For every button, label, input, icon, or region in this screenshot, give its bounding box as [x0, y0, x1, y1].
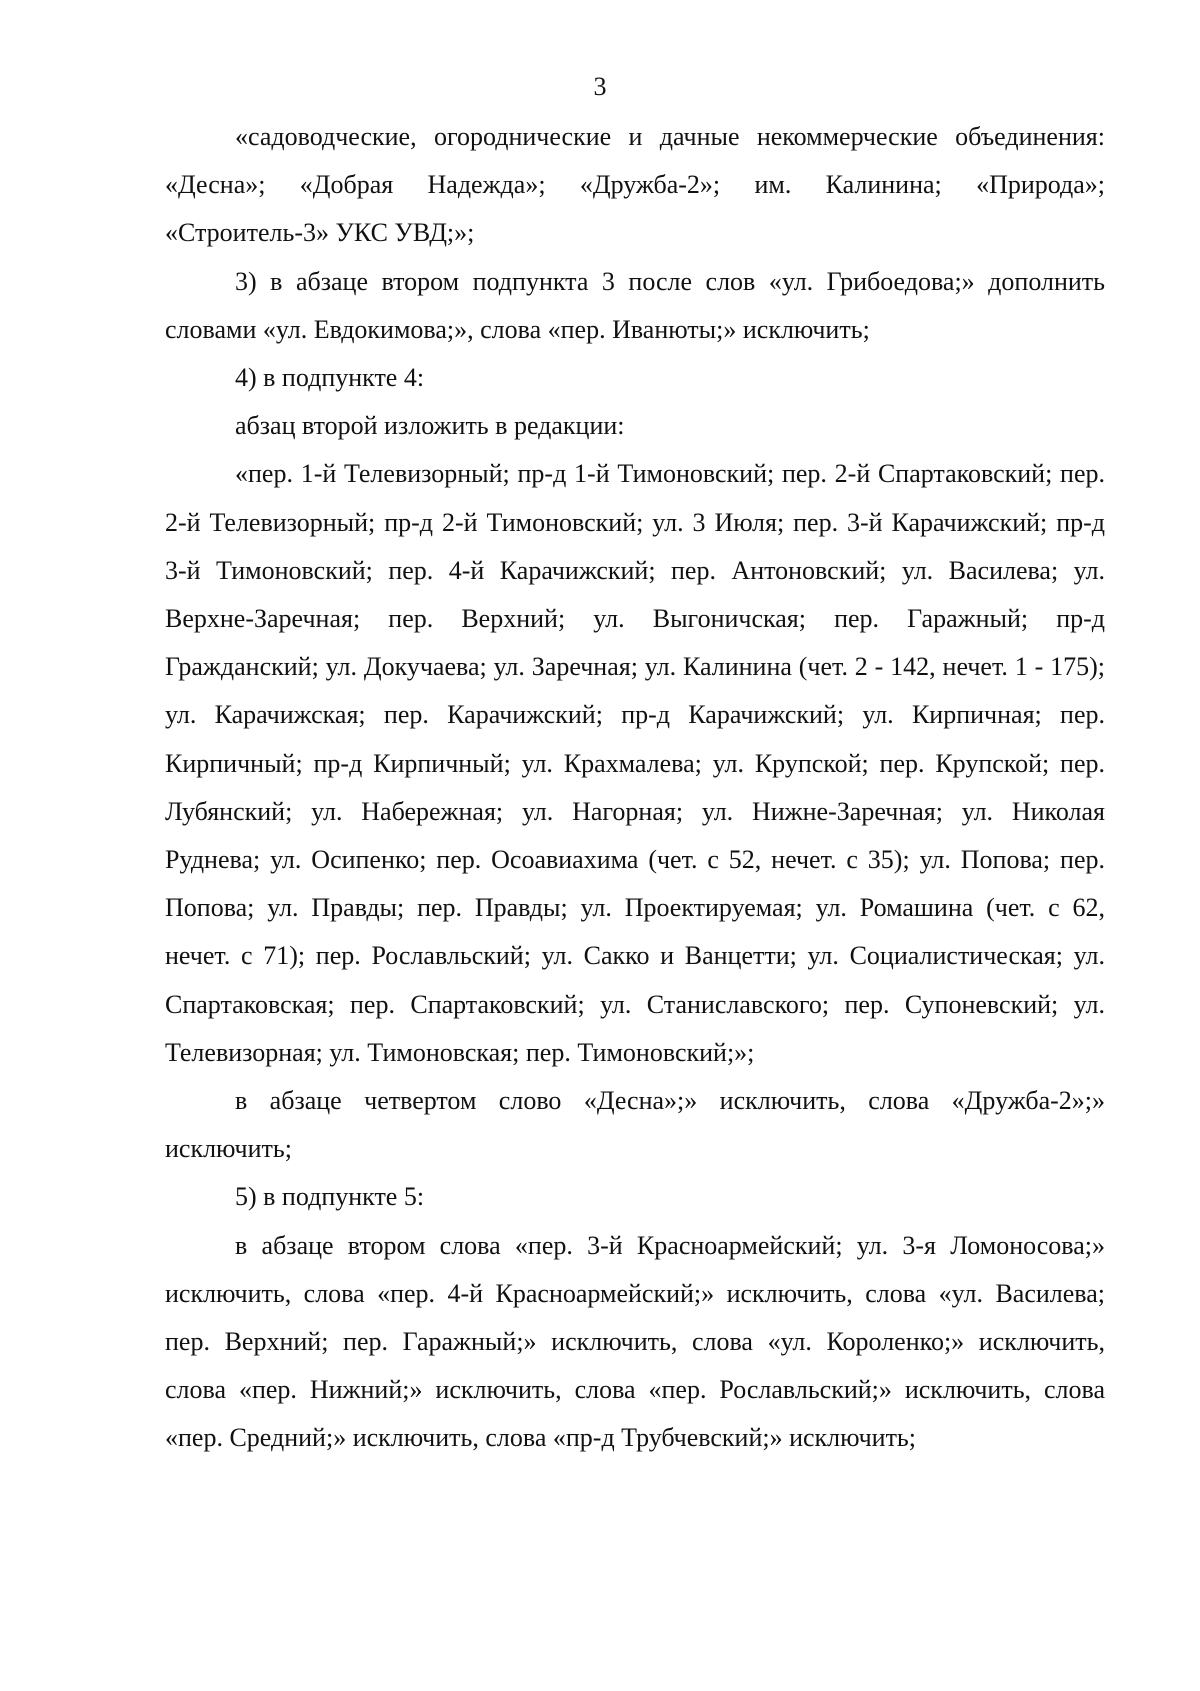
paragraph-gardening-associations: «садоводческие, огороднические и дачные некоммерческие объединения: «Десна»; «Добрая Надежда»; «Дружба-2»; им. Калинина; «Природа»; «Строитель-3» УКС УВД;»; [165, 122, 1105, 248]
paragraph-subitem-4-heading: 4) в подпункте 4: [235, 363, 425, 393]
paragraph-fourth-abzac: в абзаце четвертом слово «Десна»;» исключить, слова «Дружба-2»;» исключить; [165, 1086, 1105, 1164]
page-number: 3 [593, 72, 607, 101]
paragraph-subitem-5-heading: 5) в подпункте 5: [235, 1182, 425, 1212]
paragraph-subitem-5-exclusions: в абзаце втором слова «пер. 3-й Красноармейский; ул. 3-я Ломоносова;» исключить, слова «пер. 4-й Красноармейский;» исключить, слова «ул. Василева; пер. Верхний; пер. Гаражный;» исключить, слова «ул. Короленко;» исключить, слова «пер. Нижний;» исключить, слова «пер. Рославльский;» исключить, слова «пер. Средний;» исключить, слова «пр-д Трубчевский;» исключить; [165, 1230, 1105, 1453]
paragraph-edition-intro: абзац второй изложить в редакции: [235, 411, 625, 441]
paragraph-street-list: «пер. 1-й Телевизорный; пр-д 1-й Тимоновский; пер. 2-й Спартаковский; пер. 2-й Телевизорный; пр-д 2-й Тимоновский; ул. 3 Июля; пер. 3-й Карачижский; пр-д 3-й Тимоновский; пер. 4-й Карачижский; пер. Антоновский; ул. Василева; ул. Верхне-Заречная; пер. Верхний; ул. Выгоничская; пер. Гаражный; пр-д Гражданский; ул. Докучаева; ул. Заречная; ул. Калинина (чет. 2 - 142, нечет. 1 - 175); ул. Карачижская; пер. Карачижский; пр-д Карачижский; ул. Кирпичная; пер. Кирпичный; пр-д Кирпичный; ул. Крахмалева; ул. Крупской; пер. Крупской; пер. Лубянский; ул. Набережная; ул. Нагорная; ул. Нижне-Заречная; ул. Николая Руднева; ул. Осипенко; пер. Осоавиахима (чет. с 52, нечет. с 35); ул. Попова; пер. Попова; ул. Правды; пер. Правды; ул. Проектируемая; ул. Ромашина (чет. с 62, нечет. с 71); пер. Рославльский; ул. Сакко и Ванцетти; ул. Социалистическая; ул. Спартаковская; пер. Спартаковский; ул. Станиславского; пер. Супоневский; ул. Телевизорная; ул. Тимоновская; пер. Тимоновский;»; [165, 459, 1105, 1067]
document-body [165, 113, 1105, 1463]
paragraph-subitem-3: 3) в абзаце втором подпункта 3 после слов «ул. Грибоедова;» дополнить словами «ул. Евдокимова;», слова «пер. Иванюты;» исключить; [165, 266, 1105, 344]
